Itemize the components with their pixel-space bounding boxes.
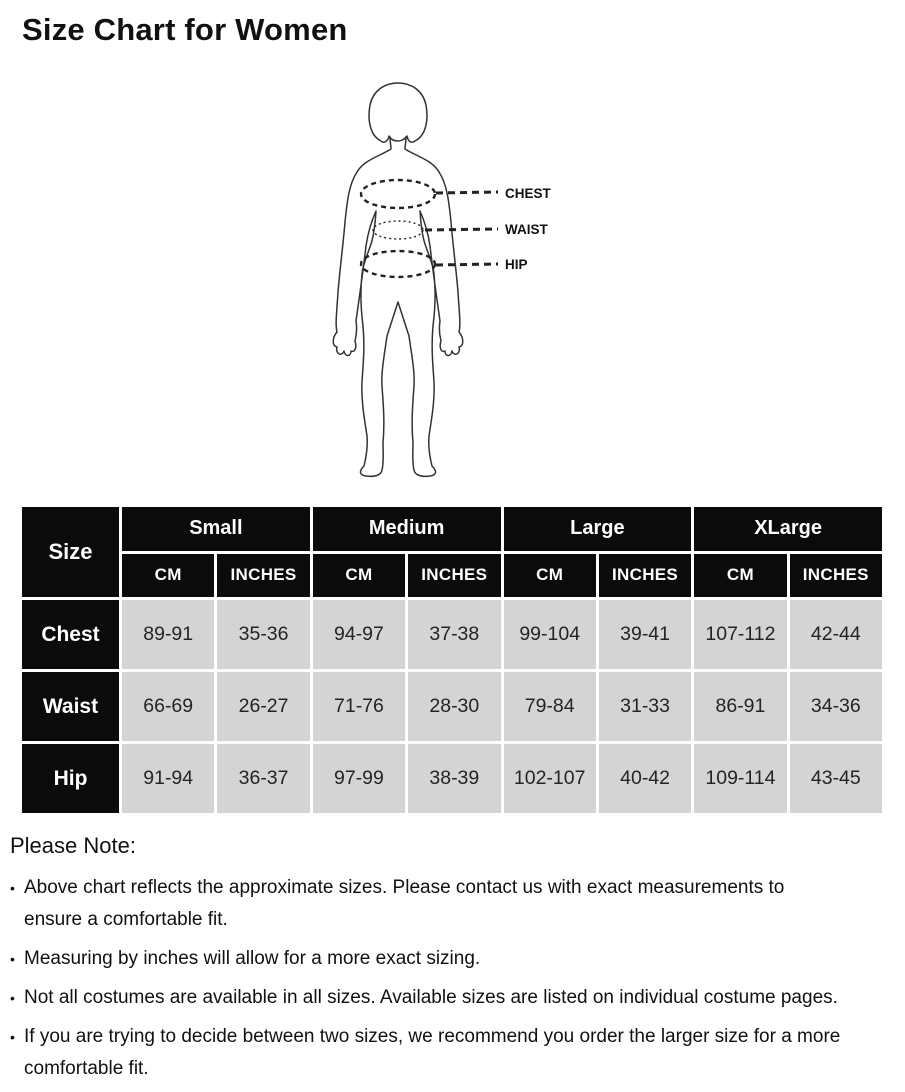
hip-label: HIP bbox=[505, 257, 528, 272]
unit-header-xlarge-cm: CM bbox=[694, 554, 786, 598]
hip-large-cm: 102-107 bbox=[504, 744, 596, 813]
female-body-outline-figure bbox=[330, 80, 660, 482]
table-row-hip bbox=[22, 744, 882, 813]
chest-xlarge-inches: 42-44 bbox=[790, 600, 882, 669]
body-outline bbox=[333, 137, 463, 476]
group-header-small: Small bbox=[122, 507, 310, 551]
unit-header-medium-cm: CM bbox=[313, 554, 405, 598]
note-line: • Not all costumes are available in all sizes. Available sizes are listed on individual costume pages. bbox=[24, 987, 838, 1008]
row-label-hip: Hip bbox=[22, 744, 119, 813]
waist-large-cm: 79-84 bbox=[504, 672, 596, 741]
chest-large-cm: 99-104 bbox=[504, 600, 596, 669]
body-measurement-diagram bbox=[330, 80, 660, 482]
waist-xlarge-cm: 86-91 bbox=[694, 672, 786, 741]
chest-ellipse bbox=[361, 180, 435, 208]
page-title: Size Chart for Women bbox=[22, 12, 348, 47]
hip-medium-cm: 97-99 bbox=[313, 744, 405, 813]
note-item-availability bbox=[10, 982, 898, 1014]
notes-heading: Please Note: bbox=[10, 833, 136, 858]
waist-ellipse bbox=[373, 221, 423, 239]
waist-xlarge-inches: 34-36 bbox=[790, 672, 882, 741]
chest-small-cm: 89-91 bbox=[122, 600, 214, 669]
unit-header-row bbox=[22, 554, 882, 598]
size-group-header-row bbox=[22, 507, 882, 551]
chest-small-inches: 35-36 bbox=[217, 600, 309, 669]
chest-large-inches: 39-41 bbox=[599, 600, 691, 669]
note-item-approximate-sizes bbox=[10, 872, 898, 936]
hip-xlarge-inches: 43-45 bbox=[790, 744, 882, 813]
chest-xlarge-cm: 107-112 bbox=[694, 600, 786, 669]
unit-header-xlarge-inches: INCHES bbox=[790, 554, 882, 598]
waist-pointer-line bbox=[425, 229, 498, 230]
note-line: • Above chart reflects the approximate sizes. Please contact us with exact measurements to bbox=[24, 877, 785, 898]
waist-large-inches: 31-33 bbox=[599, 672, 691, 741]
group-header-large: Large bbox=[504, 507, 692, 551]
unit-header-small-cm: CM bbox=[122, 554, 214, 598]
table-row-chest bbox=[22, 600, 882, 669]
chest-label: CHEST bbox=[505, 186, 551, 201]
hip-small-inches: 36-37 bbox=[217, 744, 309, 813]
note-line: • Measuring by inches will allow for a more exact sizing. bbox=[24, 948, 481, 969]
hip-pointer-line bbox=[436, 264, 498, 265]
row-label-chest: Chest bbox=[22, 600, 119, 669]
unit-header-medium-inches: INCHES bbox=[408, 554, 500, 598]
note-line: ensure a comfortable fit. bbox=[24, 909, 228, 930]
waist-label: WAIST bbox=[505, 222, 548, 237]
group-header-xlarge: XLarge bbox=[694, 507, 882, 551]
chest-pointer-line bbox=[436, 192, 498, 193]
chest-medium-inches: 37-38 bbox=[408, 600, 500, 669]
hip-xlarge-cm: 109-114 bbox=[694, 744, 786, 813]
chest-medium-cm: 94-97 bbox=[313, 600, 405, 669]
note-line: comfortable fit. bbox=[24, 1058, 149, 1079]
group-header-medium: Medium bbox=[313, 507, 501, 551]
note-line: • If you are trying to decide between two sizes, we recommend you order the larger size for a more bbox=[24, 1026, 841, 1047]
hip-medium-inches: 38-39 bbox=[408, 744, 500, 813]
waist-small-cm: 66-69 bbox=[122, 672, 214, 741]
notes-list bbox=[10, 872, 898, 1085]
note-item-between-sizes bbox=[10, 1021, 898, 1085]
hip-ellipse bbox=[361, 251, 435, 277]
notes-section bbox=[10, 833, 898, 1092]
waist-medium-inches: 28-30 bbox=[408, 672, 500, 741]
size-chart-table bbox=[19, 504, 885, 816]
waist-small-inches: 26-27 bbox=[217, 672, 309, 741]
table-row-waist bbox=[22, 672, 882, 741]
note-item-measuring-inches bbox=[10, 943, 898, 975]
waist-medium-cm: 71-76 bbox=[313, 672, 405, 741]
hip-large-inches: 40-42 bbox=[599, 744, 691, 813]
size-corner-header: Size bbox=[22, 507, 119, 597]
hip-small-cm: 91-94 bbox=[122, 744, 214, 813]
head-outline bbox=[369, 83, 427, 142]
unit-header-large-inches: INCHES bbox=[599, 554, 691, 598]
unit-header-small-inches: INCHES bbox=[217, 554, 309, 598]
unit-header-large-cm: CM bbox=[504, 554, 596, 598]
row-label-waist: Waist bbox=[22, 672, 119, 741]
